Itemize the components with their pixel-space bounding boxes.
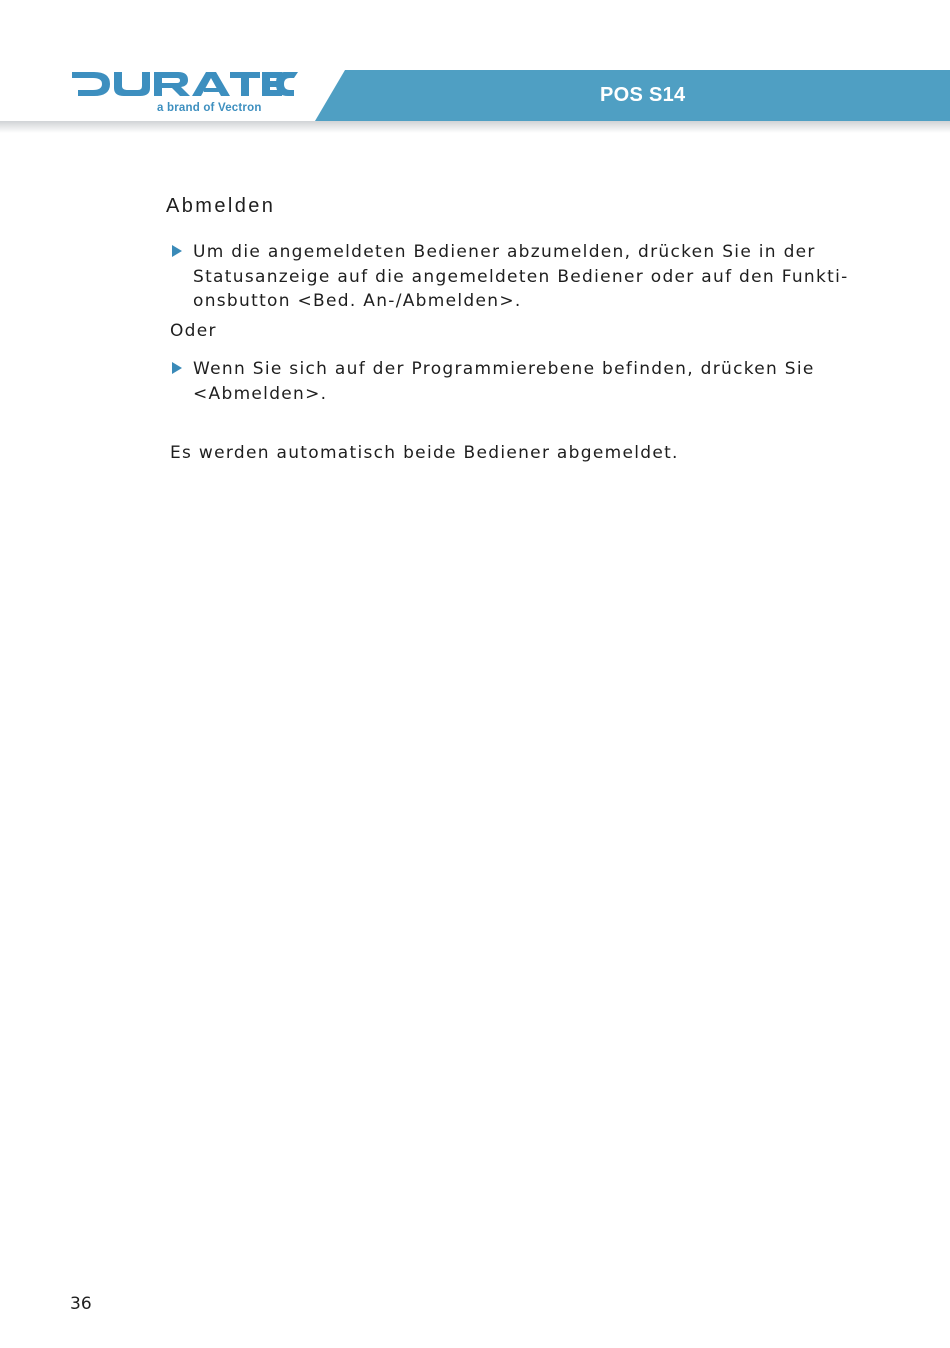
header-shadow [0, 121, 950, 133]
bullet-line: Um die angemeldeten Bediener abzumelden, drücken Sie in der [193, 242, 816, 262]
page-number: 36 [70, 1294, 92, 1314]
product-title: POS S14 [600, 84, 686, 106]
bullet-line: Statusanzeige auf die angemeldeten Bediener oder auf den Funkti- [193, 266, 849, 287]
bullet-item-programming [170, 357, 830, 406]
closing-text: Es werden automatisch beide Bediener abgemeldet. [170, 443, 679, 463]
logo-subtitle: a brand of Vectron [157, 102, 262, 114]
duratec-logo [70, 64, 298, 104]
triangle-bullet-icon [172, 362, 182, 374]
section-heading: Abmelden [166, 195, 276, 217]
bullet-line: onsbutton <Bed. An-/Abmelden>. [193, 291, 522, 311]
triangle-bullet-icon [172, 245, 182, 257]
bullet-text [193, 357, 830, 406]
oder-text: Oder [170, 321, 217, 341]
bullet-line: Wenn Sie sich auf der Programmierebene befinden, drücken Sie [193, 359, 815, 379]
bullet-item-logout [170, 240, 849, 314]
page-header [0, 0, 950, 135]
bullet-text [193, 240, 849, 314]
bullet-line: <Abmelden>. [193, 383, 328, 404]
